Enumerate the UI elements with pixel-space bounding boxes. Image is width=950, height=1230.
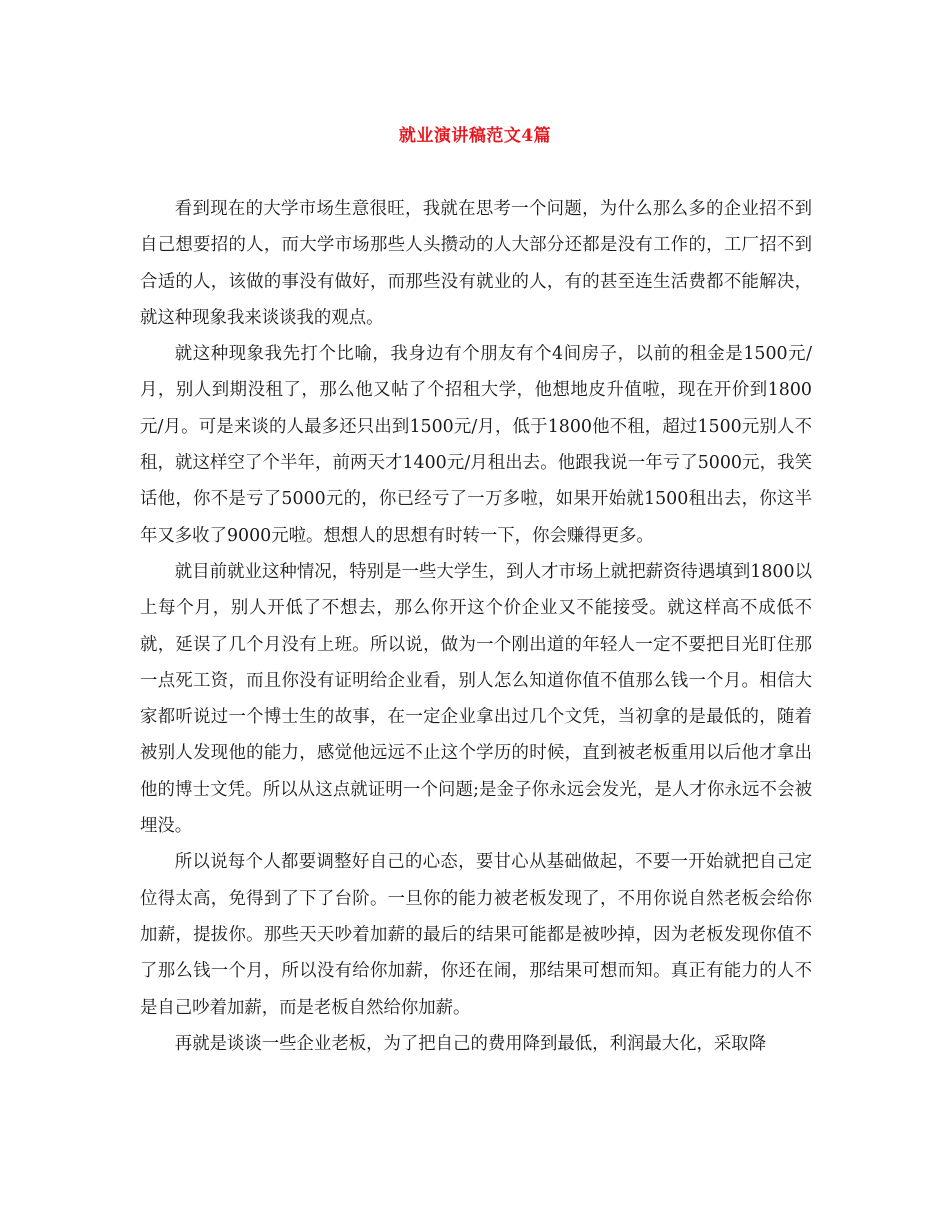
paragraph: 再就是谈谈一些企业老板，为了把自己的费用降到最低，利润最大化，采取降 — [174, 1033, 767, 1054]
document-body — [140, 191, 812, 1062]
paragraph: 所以说每个人都要调整好自己的心态，要甘心从基础做起，不要一开始就把自己定位得太高，免得到了下了台阶。一旦你的能力被老板发现了，不用你说自然老板会给你加薪，提拔你。那些天天吵着加薪的最后的结果可能都是被吵掉，因为老板发现你值不了那么钱一个月，所以没有给你加薪，你还在闹，那结果可想而知。真正有能力的人不是自己吵着加薪，而是老板自然给你加薪。 — [140, 852, 812, 1018]
paragraph: 就这种现象我先打个比喻，我身边有个朋友有个4间房子，以前的租金是1500元/月，别人到期没租了，那么他又帖了个招租大学，他想地皮升值啦，现在开价到1800元/月。可是来谈的人最多还只出到1500元/月，低于1800他不租，超过1500元别人不租，就这样空了个半年，前两天才1400元/月租出去。他跟我说一年亏了5000元，我笑话他，你不是亏了5000元的，你已经亏了一万多啦，如果开始就1500租出去，你这半年又多收了9000元啦。想想人的思想有时转一下，你会赚得更多。 — [140, 344, 812, 546]
paragraph: 就目前就业这种情况，特别是一些大学生，到人才市场上就把薪资待遇填到1800以上每个月，别人开低了不想去，那么你开这个价企业又不能接受。就这样高不成低不就，延误了几个月没有上班。所以说，做为一个刚出道的年轻人一定不要把目光盯住那一点死工资，而且你没有证明给企业看，别人怎么知道你值不值那么钱一个月。相信大家都听说过一个博士生的故事，在一定企业拿出过几个文凭，当初拿的是最低的，随着被别人发现他的能力，感觉他远远不止这个学历的时候，直到被老板重用以后他才拿出他的博士文凭。所以从这点就证明一个问题;是金子你永远会发光，是人才你永远不会被埋没。 — [140, 561, 812, 837]
document-title: 就业演讲稿范文4篇 — [398, 126, 552, 146]
paragraph: 看到现在的大学市场生意很旺，我就在思考一个问题，为什么那么多的企业招不到自己想要招的人，而大学市场那些人头攒动的人大部分还都是没有工作的，工厂招不到合适的人，该做的事没有做好，而那些没有就业的人，有的甚至连生活费都不能解决，就这种现象我来谈谈我的观点。 — [140, 199, 812, 328]
